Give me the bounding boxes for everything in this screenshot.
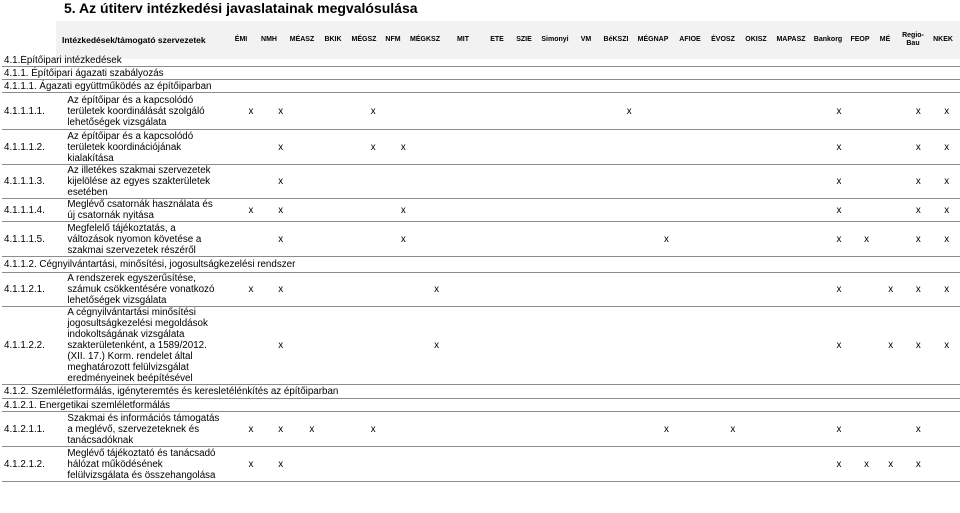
mark-cell	[878, 165, 903, 199]
header-label: Intézkedések/támogató szervezetek	[62, 35, 206, 45]
mark-cell	[749, 307, 784, 385]
row-description: A rendszerek egyszerűsítése, számuk csökkentésére vonatkozó lehetőségek vizsgálata	[65, 273, 236, 307]
mark-cell	[685, 447, 716, 482]
mark-cell	[576, 93, 610, 130]
mark-cell	[328, 222, 358, 257]
mark-cell	[515, 412, 548, 447]
mark-cell	[648, 199, 685, 222]
mark-cell	[611, 412, 648, 447]
mark-cell	[358, 447, 388, 482]
mark-cell	[388, 165, 418, 199]
mark-cell: x	[903, 307, 933, 385]
mark-cell	[328, 165, 358, 199]
mark-cell	[328, 199, 358, 222]
mark-cell	[455, 165, 488, 199]
mark-cell	[576, 412, 610, 447]
mark-cell	[296, 165, 328, 199]
mark-cell: x	[933, 222, 960, 257]
mark-cell: x	[266, 199, 296, 222]
mark-cell	[785, 273, 823, 307]
mark-cell	[296, 199, 328, 222]
mark-cell: x	[716, 412, 749, 447]
mark-cell: x	[933, 93, 960, 130]
mark-cell	[515, 93, 548, 130]
mark-cell	[488, 130, 515, 165]
header-col-mégnap: MÉGNAP	[637, 36, 669, 43]
mark-cell	[358, 199, 388, 222]
mark-cell	[685, 412, 716, 447]
mark-cell: x	[903, 447, 933, 482]
mark-cell	[716, 447, 749, 482]
mark-cell: x	[903, 93, 933, 130]
mark-cell	[488, 199, 515, 222]
mark-cell	[785, 165, 823, 199]
mark-cell	[418, 130, 454, 165]
mark-cell: x	[358, 93, 388, 130]
mark-cell: x	[855, 222, 878, 257]
mark-cell	[648, 307, 685, 385]
mark-cell: x	[823, 222, 855, 257]
mark-cell	[455, 130, 488, 165]
mark-cell: x	[933, 199, 960, 222]
mark-cell: x	[823, 447, 855, 482]
mark-cell	[488, 447, 515, 482]
mark-cell	[611, 199, 648, 222]
header-col-nfm: NFM	[385, 36, 401, 43]
table-row	[2, 222, 960, 257]
mark-cell: x	[903, 273, 933, 307]
mark-cell: x	[823, 93, 855, 130]
mark-cell	[648, 447, 685, 482]
header-col-ete: ETE	[490, 36, 504, 43]
mark-cell	[716, 130, 749, 165]
section-row	[2, 55, 960, 67]
header-col-simonyi: Simonyi	[541, 36, 569, 43]
mark-cell	[855, 273, 878, 307]
row-number: 4.1.2.1.1.	[2, 412, 65, 447]
header-col-nkek: NKEK	[933, 36, 953, 43]
mark-cell: x	[266, 222, 296, 257]
mark-cell	[236, 165, 265, 199]
mark-cell: x	[611, 93, 648, 130]
mark-cell	[749, 222, 784, 257]
mark-cell	[576, 130, 610, 165]
header-col-mégksz: MÉGKSZ	[410, 36, 440, 43]
table-row	[2, 130, 960, 165]
mark-cell	[878, 93, 903, 130]
mark-cell	[785, 130, 823, 165]
mark-cell	[785, 307, 823, 385]
mark-cell	[236, 222, 265, 257]
mark-cell	[576, 222, 610, 257]
table-row	[2, 447, 960, 482]
mark-cell: x	[236, 447, 265, 482]
mark-cell	[749, 199, 784, 222]
mark-cell: x	[855, 447, 878, 482]
mark-cell	[576, 447, 610, 482]
mark-cell	[716, 307, 749, 385]
section-title: 4.1.1. Építőipari ágazati szabályozás	[2, 67, 960, 80]
mark-cell	[455, 199, 488, 222]
mark-cell	[685, 222, 716, 257]
mark-cell: x	[266, 412, 296, 447]
mark-cell	[749, 93, 784, 130]
mark-cell: x	[878, 307, 903, 385]
mark-cell	[576, 307, 610, 385]
mark-cell	[488, 165, 515, 199]
measures-table	[2, 55, 960, 482]
mark-cell	[236, 307, 265, 385]
section-row	[2, 67, 960, 80]
header-col-afioe: AFIOE	[679, 36, 701, 43]
header-col-nmh: NMH	[261, 36, 277, 43]
row-description: Meglévő csatornák használata és új csatornák nyitása	[65, 199, 236, 222]
mark-cell	[488, 222, 515, 257]
table-row	[2, 165, 960, 199]
mark-cell	[855, 130, 878, 165]
mark-cell	[328, 93, 358, 130]
mark-cell	[488, 412, 515, 447]
mark-cell: x	[266, 447, 296, 482]
mark-cell: x	[903, 165, 933, 199]
mark-cell	[576, 273, 610, 307]
mark-cell: x	[823, 130, 855, 165]
mark-cell	[455, 307, 488, 385]
mark-cell: x	[236, 273, 265, 307]
section-title: 4.1.1.1. Ágazati együttműködés az építőiparban	[2, 80, 960, 93]
row-number: 4.1.1.1.5.	[2, 222, 65, 257]
header-col-bankorg: Bankorg	[813, 36, 843, 43]
header-col-mit: MIT	[456, 36, 470, 43]
header-col-mégsz: MÉGSZ	[351, 36, 377, 43]
mark-cell	[785, 447, 823, 482]
mark-cell	[236, 130, 265, 165]
mark-cell: x	[648, 222, 685, 257]
mark-cell	[685, 93, 716, 130]
header-col-mapasz: MAPASZ	[776, 36, 806, 43]
mark-cell: x	[823, 199, 855, 222]
mark-cell	[878, 412, 903, 447]
mark-cell	[418, 412, 454, 447]
mark-cell	[685, 199, 716, 222]
row-description: Az illetékes szakmai szervezetek kijelölése az egyes szakterületek esetében	[65, 165, 236, 199]
header-col-mé: MÉ	[879, 36, 891, 43]
mark-cell: x	[878, 273, 903, 307]
mark-cell	[878, 199, 903, 222]
mark-cell	[785, 93, 823, 130]
mark-cell	[749, 165, 784, 199]
table-row	[2, 93, 960, 130]
mark-cell: x	[388, 199, 418, 222]
mark-cell	[548, 199, 576, 222]
mark-cell	[548, 93, 576, 130]
table-row	[2, 273, 960, 307]
mark-cell: x	[296, 412, 328, 447]
mark-cell	[388, 447, 418, 482]
mark-cell	[685, 165, 716, 199]
table-row	[2, 199, 960, 222]
mark-cell	[576, 199, 610, 222]
mark-cell	[576, 165, 610, 199]
mark-cell	[648, 165, 685, 199]
mark-cell	[388, 93, 418, 130]
header-col-regio-bau: Regio- Bau	[902, 32, 924, 47]
mark-cell	[611, 222, 648, 257]
row-description: Az építőipar és a kapcsolódó területek koordinációjának kialakítása	[65, 130, 236, 165]
mark-cell	[296, 93, 328, 130]
mark-cell	[488, 307, 515, 385]
header-col-évosz: ÉVOSZ	[711, 36, 735, 43]
mark-cell	[455, 412, 488, 447]
mark-cell: x	[933, 165, 960, 199]
mark-cell: x	[388, 130, 418, 165]
row-description: Szakmai és információs támogatás a meglévő, szervezeteknek és tanácsadóknak	[65, 412, 236, 447]
mark-cell	[878, 222, 903, 257]
section-row	[2, 80, 960, 93]
mark-cell: x	[418, 273, 454, 307]
mark-cell: x	[236, 412, 265, 447]
mark-cell	[388, 412, 418, 447]
row-number: 4.1.1.1.3.	[2, 165, 65, 199]
mark-cell	[418, 222, 454, 257]
row-number: 4.1.1.1.2.	[2, 130, 65, 165]
mark-cell: x	[358, 130, 388, 165]
mark-cell	[296, 130, 328, 165]
mark-cell: x	[266, 130, 296, 165]
mark-cell: x	[878, 447, 903, 482]
mark-cell: x	[903, 130, 933, 165]
mark-cell	[855, 412, 878, 447]
mark-cell	[716, 93, 749, 130]
mark-cell	[358, 165, 388, 199]
mark-cell	[855, 165, 878, 199]
mark-cell	[855, 307, 878, 385]
mark-cell	[749, 447, 784, 482]
mark-cell: x	[823, 412, 855, 447]
header-col-émi: ÉMI	[234, 36, 248, 43]
mark-cell	[455, 447, 488, 482]
mark-cell	[358, 222, 388, 257]
row-number: 4.1.1.2.2.	[2, 307, 65, 385]
mark-cell	[611, 447, 648, 482]
mark-cell	[455, 93, 488, 130]
mark-cell	[388, 307, 418, 385]
mark-cell	[455, 222, 488, 257]
mark-cell	[548, 165, 576, 199]
page-title: 5. Az útiterv intézkedési javaslatainak megvalósulása	[64, 0, 418, 16]
mark-cell	[296, 307, 328, 385]
mark-cell	[855, 199, 878, 222]
table-row	[2, 412, 960, 447]
row-number: 4.1.1.1.4.	[2, 199, 65, 222]
mark-cell	[685, 307, 716, 385]
row-number: 4.1.2.1.2.	[2, 447, 65, 482]
section-title: 4.1.2. Szemléletformálás, igényteremtés és keresletélénkítés az építőiparban	[2, 385, 960, 399]
mark-cell	[455, 273, 488, 307]
mark-cell	[648, 93, 685, 130]
mark-cell	[716, 273, 749, 307]
mark-cell	[855, 93, 878, 130]
header-col-okisz: OKISZ	[745, 36, 767, 43]
mark-cell	[388, 273, 418, 307]
mark-cell: x	[236, 93, 265, 130]
mark-cell	[328, 447, 358, 482]
mark-cell	[515, 165, 548, 199]
mark-cell	[418, 165, 454, 199]
mark-cell: x	[648, 412, 685, 447]
mark-cell: x	[903, 222, 933, 257]
table-row	[2, 307, 960, 385]
mark-cell: x	[358, 412, 388, 447]
mark-cell	[785, 199, 823, 222]
mark-cell	[685, 273, 716, 307]
mark-cell	[648, 273, 685, 307]
mark-cell	[328, 130, 358, 165]
row-description: A cégnyilvántartási minősítési jogosultságkezelési megoldások indokoltságának vizsgálata szakterületenként, a 1589/2012. (XII. 17.) Korm. rendelet által meghatározott felülvizsgálat eredményeinek beépítésével	[65, 307, 236, 385]
mark-cell	[749, 412, 784, 447]
mark-cell: x	[823, 165, 855, 199]
mark-cell	[296, 447, 328, 482]
mark-cell	[611, 165, 648, 199]
mark-cell	[878, 130, 903, 165]
mark-cell	[548, 222, 576, 257]
mark-cell	[933, 412, 960, 447]
mark-cell: x	[266, 307, 296, 385]
mark-cell	[548, 130, 576, 165]
mark-cell: x	[823, 307, 855, 385]
mark-cell	[488, 273, 515, 307]
mark-cell	[648, 130, 685, 165]
mark-cell	[685, 130, 716, 165]
mark-cell: x	[933, 273, 960, 307]
mark-cell	[716, 222, 749, 257]
mark-cell	[418, 199, 454, 222]
header-col-feop: FEOP	[850, 36, 870, 43]
row-number: 4.1.1.2.1.	[2, 273, 65, 307]
mark-cell	[515, 222, 548, 257]
table-header	[56, 21, 960, 59]
section-row	[2, 385, 960, 399]
mark-cell: x	[266, 165, 296, 199]
row-description: Megfelelő tájékoztatás, a változások nyomon követése a szakmai szervezetek részéről	[65, 222, 236, 257]
mark-cell	[716, 199, 749, 222]
mark-cell: x	[903, 412, 933, 447]
mark-cell: x	[388, 222, 418, 257]
mark-cell	[515, 199, 548, 222]
mark-cell	[611, 273, 648, 307]
mark-cell: x	[933, 307, 960, 385]
row-number: 4.1.1.1.1.	[2, 93, 65, 130]
mark-cell	[933, 447, 960, 482]
mark-cell: x	[266, 93, 296, 130]
mark-cell	[296, 222, 328, 257]
mark-cell	[749, 130, 784, 165]
mark-cell	[611, 307, 648, 385]
mark-cell	[515, 447, 548, 482]
mark-cell	[548, 412, 576, 447]
row-description: Az építőipar és a kapcsolódó területek koordinálását szolgáló lehetőségek vizsgálata	[65, 93, 236, 130]
section-title: 4.1.2.1. Energetikai szemléletformálás	[2, 399, 960, 412]
mark-cell: x	[236, 199, 265, 222]
row-description: Meglévő tájékoztató és tanácsadó hálózat működésének felülvizsgálata és összehangolása	[65, 447, 236, 482]
mark-cell: x	[823, 273, 855, 307]
mark-cell	[548, 307, 576, 385]
section-title: 4.1.Építőipari intézkedések	[2, 55, 960, 67]
mark-cell	[328, 273, 358, 307]
mark-cell	[785, 412, 823, 447]
header-col-bkik: BKIK	[324, 36, 342, 43]
mark-cell	[785, 222, 823, 257]
mark-cell	[296, 273, 328, 307]
mark-cell	[515, 273, 548, 307]
section-row	[2, 399, 960, 412]
mark-cell	[328, 307, 358, 385]
mark-cell	[358, 273, 388, 307]
mark-cell	[611, 130, 648, 165]
mark-cell	[488, 93, 515, 130]
mark-cell	[716, 165, 749, 199]
mark-cell	[548, 447, 576, 482]
mark-cell	[418, 93, 454, 130]
mark-cell	[749, 273, 784, 307]
mark-cell	[515, 130, 548, 165]
header-col-szie: SZIE	[516, 36, 532, 43]
mark-cell	[358, 307, 388, 385]
mark-cell	[418, 447, 454, 482]
header-col-békszi: BéKSZI	[603, 36, 629, 43]
mark-cell	[328, 412, 358, 447]
header-col-méasz: MÉASZ	[289, 36, 315, 43]
mark-cell	[515, 307, 548, 385]
mark-cell: x	[418, 307, 454, 385]
header-col-vm: VM	[580, 36, 592, 43]
section-title: 4.1.1.2. Cégnyilvántartási, minősítési, jogosultságkezelési rendszer	[2, 257, 960, 273]
mark-cell: x	[933, 130, 960, 165]
mark-cell: x	[266, 273, 296, 307]
section-row	[2, 257, 960, 273]
mark-cell	[548, 273, 576, 307]
mark-cell: x	[903, 199, 933, 222]
